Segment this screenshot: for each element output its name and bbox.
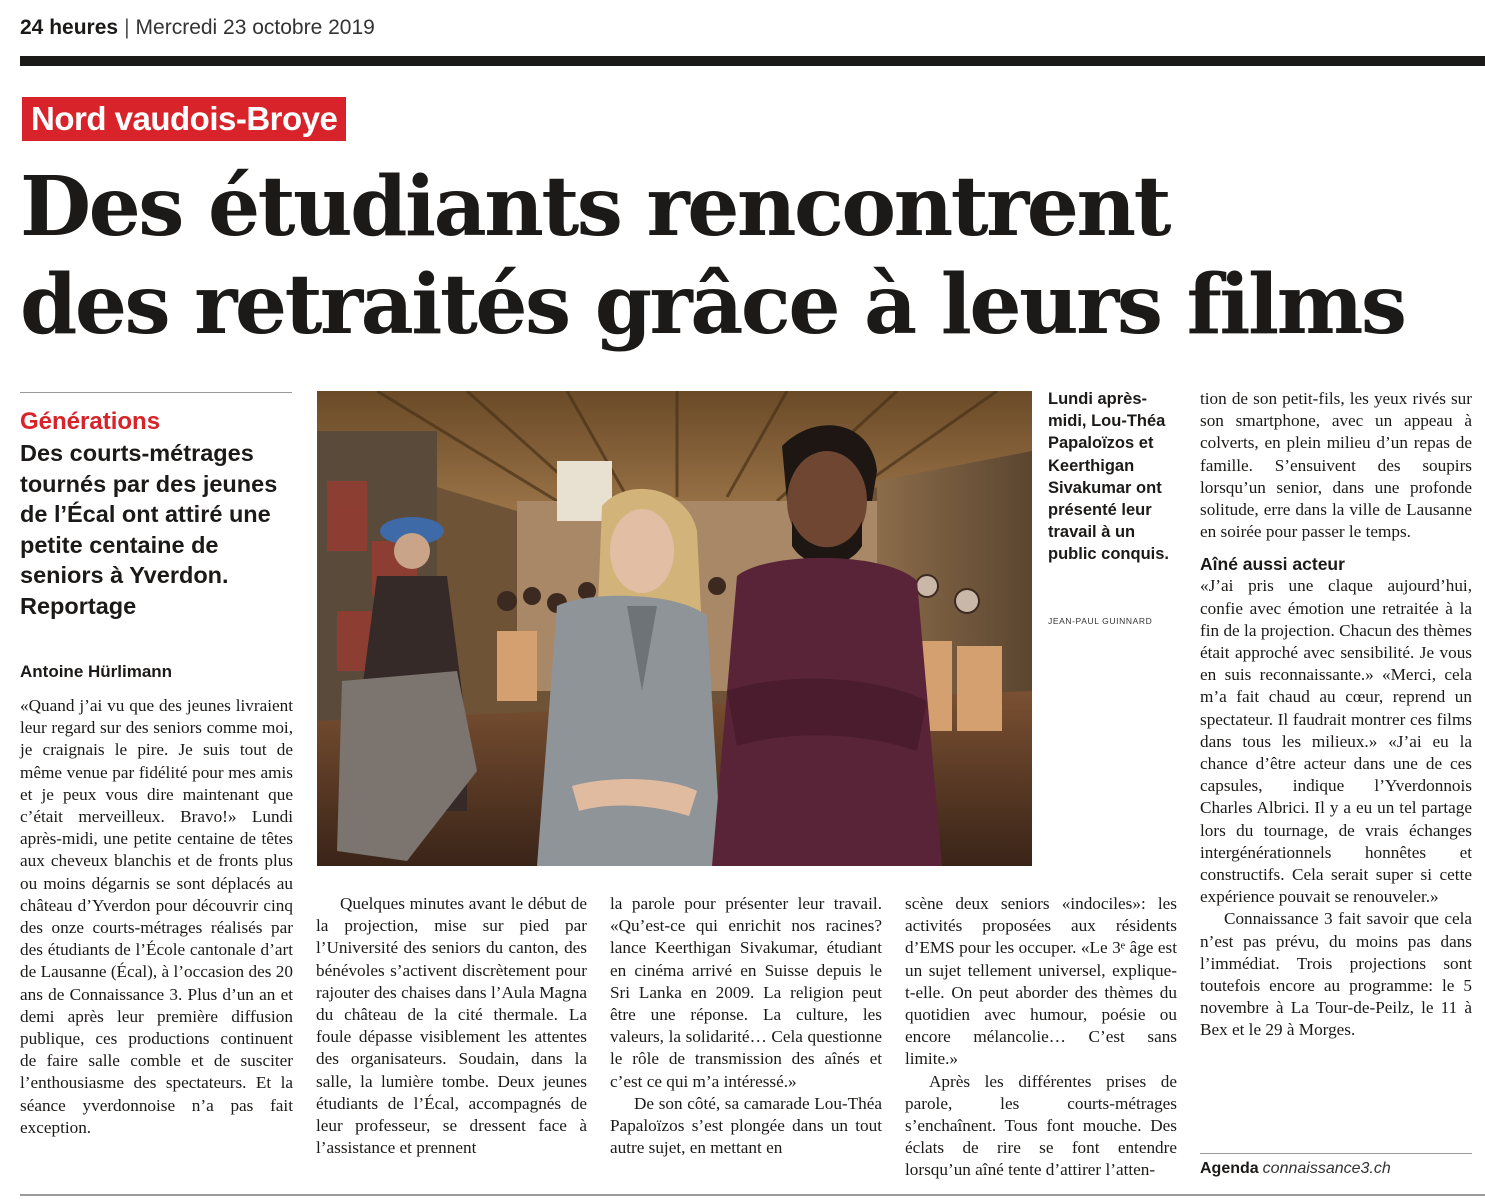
- agenda: [1200, 1160, 1391, 1178]
- headline-line-1: Des étudiants rencontrent: [20, 159, 1169, 255]
- body-column-5: [1200, 388, 1472, 1042]
- masthead: [20, 16, 375, 40]
- issue-date: Mercredi 23 octobre 2019: [135, 16, 375, 39]
- body-column-1: [20, 695, 293, 1139]
- top-rule: [20, 56, 1485, 66]
- body-paragraph: Connaissance 3 fait savoir que cela n’est pas prévu, du moins pas dans l’immédiat. Trois projections sont toutefois encore au programme: le 5 novembre à La Tour-de-Peilz, le 11 à Bex et le 29 à Morges.: [1200, 909, 1472, 1040]
- newspaper-name: 24 heures: [20, 16, 119, 39]
- body-paragraph: la parole pour présenter leur travail. «Qu’est-ce qui enrichit nos racines? lance Keerthigan Sivakumar, étudiant en cinéma arrivé en Suisse depuis le Sri Lanka en 2009. La religion peut être une réponse. La culture, les valeurs, la solidarité… Cela questionne le rôle de transmission des aînés et c’est ce qui m’a intéressé.»: [610, 894, 882, 1091]
- body-column-2: [316, 893, 587, 1159]
- bottom-rule: [20, 1194, 1485, 1196]
- headline: [20, 158, 1460, 354]
- agenda-label: Agenda: [1200, 1160, 1259, 1177]
- agenda-link[interactable]: connaissance3.ch: [1262, 1160, 1391, 1177]
- agenda-rule: [1200, 1153, 1472, 1154]
- body-paragraph: scène deux seniors «indociles»: les activités proposées aux résidents d’EMS pour les occuper. «Le 3ᵉ âge est un sujet tellement universel, explique-t-elle. On peut aborder des thèmes du quotidien avec humour, poésie ou encore mélancolie… C’est sans limite.»: [905, 894, 1177, 1069]
- lead-top-rule: [20, 392, 292, 393]
- body-paragraph: «Quand j’ai vu que des jeunes livraient leur regard sur des seniors comme moi, je craignais le pire. Je suis tout de même venue par fidélité pour mes amis et je peux vous dire maintenant que c’était merveilleux. Bravo!» Lundi après-midi, une petite centaine de têtes aux cheveux blanchis et de fronts plus ou moins dégarnis se sont déplacés au château d’Yverdon pour découvrir cinq des onze courts-métrages réalisés par des étudiants de l’École cantonale d’art de Lausanne (Écal), à l’occasion des 20 ans de Connaissance 3. Plus d’un an et demi après leur première diffusion publique, ces productions continuent de faire salle comble et de susciter l’enthousiasme des spectateurs. Et la séance yverdonnoise n’a pas fait exception.: [20, 696, 293, 1137]
- body-column-4: [905, 893, 1177, 1182]
- body-column-3: [610, 893, 882, 1159]
- headline-line-2: des retraités grâce à leurs films: [20, 257, 1405, 353]
- photo-caption: Lundi après-midi, Lou-Théa Papaloïzos et Keerthigan Sivakumar ont présenté leur travail à un public conquis.: [1048, 390, 1170, 564]
- section-tag: Nord vaudois-Broye: [22, 97, 346, 141]
- body-paragraph: De son côté, sa camarade Lou-Théa Papaloïzos s’est plongée dans un tout autre sujet, en mettant en: [610, 1093, 882, 1158]
- body-paragraph: Quelques minutes avant le début de la projection, mise sur pied par l’Université des seniors du canton, des bénévoles s’activent discrètement pour rajouter des chaises dans l’Aula Magna du château de la cité thermale. La foule dépasse visiblement les attentes des organisateurs. Soudain, dans la salle, la lumière tombe. Deux jeunes étudiants de l’Écal, accompagnés de leur professeur, se dressent face à l’assistance et prennent: [316, 894, 587, 1158]
- body-paragraph: Après les différentes prises de parole, les courts-métrages s’enchaînent. Tous font mouche. Des éclats de rire se font entendre lorsqu’un aîné tente d’attirer l’atten-: [905, 1071, 1177, 1180]
- article-photo: [317, 391, 1032, 866]
- body-paragraph: «J’ai pris une claque aujourd’hui, confie avec émotion une retraitée à la fin de la projection. Chacun des thèmes était approché avec sensibilité. Je vous en suis reconnaissante.» «Merci, cela m’a fait chaud au cœur, reprend un spectateur. Il faudrait montrer ces films dans tous les milieux.» «J’ai eu la chance d’être acteur dans une de ces capsules, indique l’Yverdonnois Charles Albrici. Il y a eu un tel partage lors du tournage, de vrais échanges intergénérationnels honnêtes et constructifs. Cela serait super si cette expérience pouvait se renouveler.»: [1200, 576, 1472, 907]
- byline: Antoine Hürlimann: [20, 662, 173, 681]
- kicker: Générations: [20, 408, 161, 435]
- subheading: Aîné aussi acteur: [1200, 554, 1345, 575]
- lead-paragraph: Des courts-métrages tournés par des jeunes de l’Écal ont attiré une petite centaine de seniors à Yverdon. Reportage: [20, 440, 278, 619]
- masthead-separator: |: [124, 16, 130, 39]
- body-paragraph: tion de son petit-fils, les yeux rivés sur son smartphone, avec un appeau à colverts, en plein milieu d’un repas de famille. S’ensuivent des soupirs lorsqu’un senior, dans une profonde solitude, erre dans la ville de Lausanne en soirée pour passer le temps.: [1200, 389, 1472, 542]
- photo-credit: JEAN-PAUL GUINNARD: [1048, 616, 1153, 626]
